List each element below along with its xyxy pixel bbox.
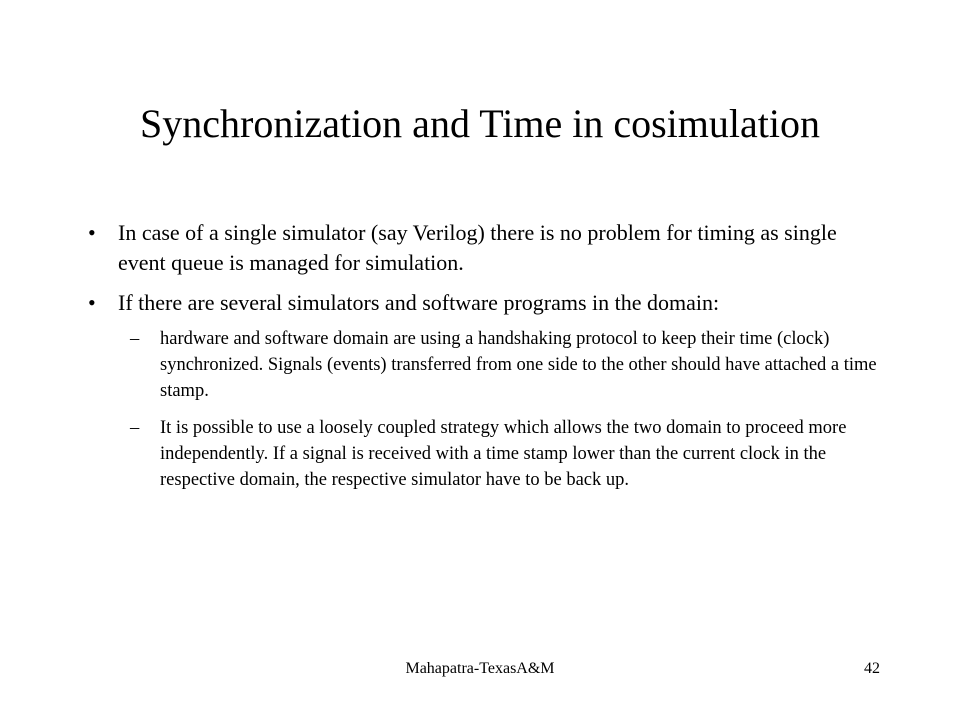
bullet-marker: •: [88, 220, 96, 245]
sub-bullet-marker: –: [130, 329, 140, 349]
sub-bullet-item: [130, 326, 890, 404]
sub-bullet-item: [130, 415, 890, 493]
sub-bullet-text: hardware and software domain are using a handshaking protocol to keep their time (clock) synchronized. Signals (events) transferred from one side to the other should have attached a time stamp.: [160, 329, 877, 401]
bullet-item: [88, 288, 878, 318]
slide-title: Synchronization and Time in cosimulation: [140, 101, 820, 146]
footer-author: Mahapatra-TexasA&M: [405, 660, 555, 677]
bullet-text: In case of a single simulator (say Verilog) there is no problem for timing as single event queue is managed for simulation.: [118, 220, 837, 275]
bullet-item: [88, 218, 878, 278]
page-number: 42: [864, 660, 880, 677]
bullet-marker: •: [88, 290, 96, 315]
sub-bullet-marker: –: [130, 418, 140, 438]
sub-bullet-text: It is possible to use a loosely coupled strategy which allows the two domain to proceed more independently. If a signal is received with a time stamp lower than the current clock in the respective domain, the respective simulator have to be back up.: [160, 418, 847, 490]
bullet-text: If there are several simulators and software programs in the domain:: [118, 290, 720, 315]
